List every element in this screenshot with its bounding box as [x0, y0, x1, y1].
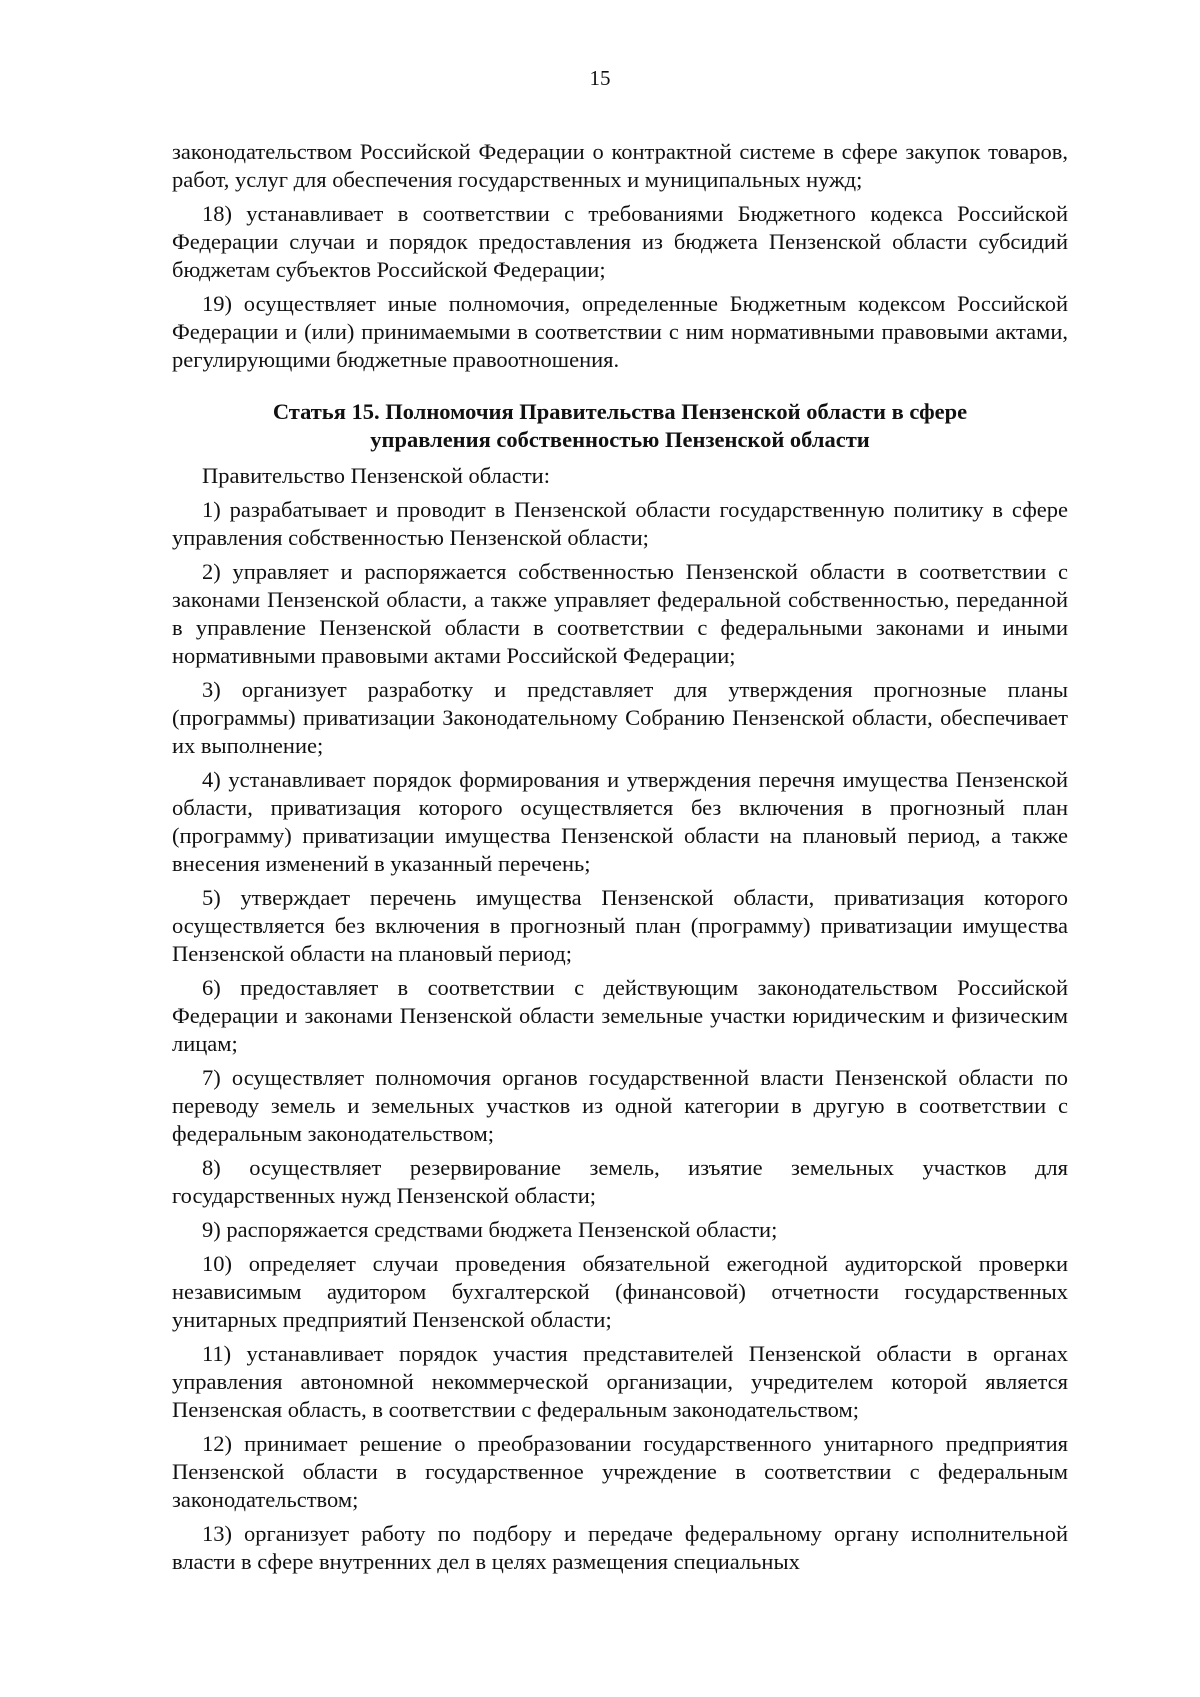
paragraph-item-7: 7) осуществляет полномочия органов государственной власти Пензенской области по переводу земель и земельных участков из одной категории в другую в соответствии с федеральным законодательством; [172, 1065, 1068, 1146]
article-heading-line-2: управления собственностью Пензенской области [370, 427, 870, 452]
paragraph-item-11: 11) устанавливает порядок участия представителей Пензенской области в органах управления автономной некоммерческой организации, учредителем которой является Пензенская область, в соответствии с федеральным законодательством; [172, 1341, 1068, 1422]
paragraph-item-18: 18) устанавливает в соответствии с требованиями Бюджетного кодекса Российской Федерации случаи и порядок предоставления из бюджета Пензенской области субсидий бюджетам субъектов Российской Федерации; [172, 201, 1068, 282]
paragraph-item-4: 4) устанавливает порядок формирования и утверждения перечня имущества Пензенской области, приватизация которого осуществляется без включения в прогнозный план (программу) приватизации имущества Пензенской области на плановый период, а также внесения изменений в указанный перечень; [172, 767, 1068, 876]
paragraph-intro: Правительство Пензенской области: [202, 463, 550, 488]
paragraph-item-12: 12) принимает решение о преобразовании государственного унитарного предприятия Пензенской области в государственное учреждение в соответствии с федеральным законодательством; [172, 1431, 1068, 1512]
paragraph-continuation: законодательством Российской Федерации о контрактной системе в сфере закупок товаров, работ, услуг для обеспечения государственных и муниципальных нужд; [172, 139, 1068, 192]
paragraph-item-13: 13) организует работу по подбору и передаче федеральному органу исполнительной власти в сфере внутренних дел в целях размещения специальных [172, 1521, 1068, 1574]
document-body [172, 138, 1068, 1582]
paragraph-item-3: 3) организует разработку и представляет для утверждения прогнозные планы (программы) приватизации Законодательному Собранию Пензенской области, обеспечивает их выполнение; [172, 677, 1068, 758]
page-number: 15 [589, 66, 611, 90]
article-heading-line-1: Статья 15. Полномочия Правительства Пензенской области в сфере [272, 399, 968, 424]
paragraph-item-10: 10) определяет случаи проведения обязательной ежегодной аудиторской проверки независимым аудитором бухгалтерской (финансовой) отчетности государственных унитарных предприятий Пензенской области; [172, 1251, 1068, 1332]
paragraph-item-6: 6) предоставляет в соответствии с действующим законодательством Российской Федерации и законами Пензенской области земельные участки юридическим и физическим лицам; [172, 975, 1068, 1056]
article-heading [172, 398, 1068, 454]
paragraph-item-19: 19) осуществляет иные полномочия, определенные Бюджетным кодексом Российской Федерации и (или) принимаемыми в соответствии с ним нормативными правовыми актами, регулирующими бюджетные правоотношения. [172, 291, 1068, 372]
paragraph-item-9: 9) распоряжается средствами бюджета Пензенской области; [202, 1217, 778, 1242]
paragraph-item-5: 5) утверждает перечень имущества Пензенской области, приватизация которого осуществляется без включения в прогнозный план (программу) приватизации имущества Пензенской области на плановый период; [172, 885, 1068, 966]
paragraph-item-2: 2) управляет и распоряжается собственностью Пензенской области в соответствии с законами Пензенской области, а также управляет федеральной собственностью, переданной в управление Пензенской области в соответствии с федеральными законами и иными нормативными правовыми актами Российской Федерации; [172, 559, 1068, 668]
paragraph-item-1: 1) разрабатывает и проводит в Пензенской области государственную политику в сфере управления собственностью Пензенской области; [172, 497, 1068, 550]
paragraph-item-8: 8) осуществляет резервирование земель, изъятие земельных участков для государственных нужд Пензенской области; [172, 1155, 1068, 1208]
